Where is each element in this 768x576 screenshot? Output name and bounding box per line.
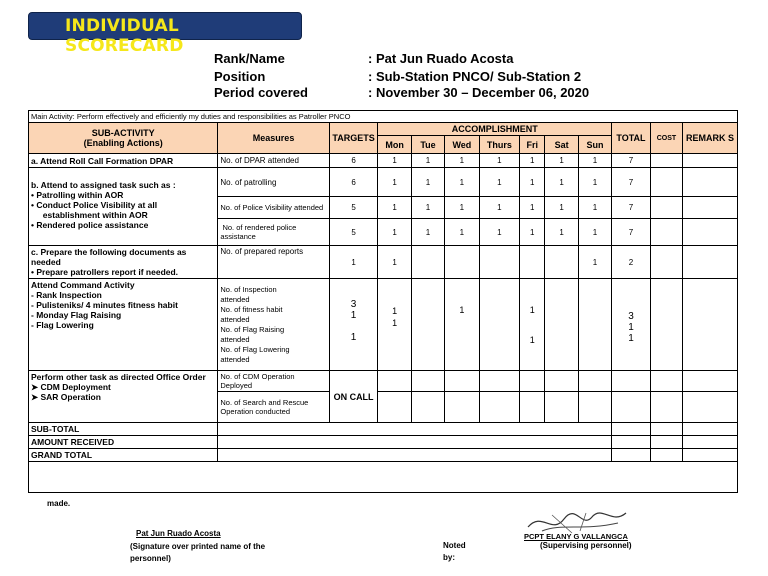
cell: [683, 449, 738, 462]
banner-title: INDIVIDUAL SCORECARD: [65, 16, 184, 56]
subtotal-label: SUB-TOTAL: [29, 423, 218, 436]
cell: [683, 219, 738, 246]
cell: [612, 436, 650, 449]
cell: 1: [479, 197, 520, 219]
table-row: [29, 279, 738, 371]
cell: 1: [378, 154, 411, 168]
rank-label: Rank/Name: [214, 51, 285, 66]
cell: [378, 371, 411, 392]
header-day: Sun: [578, 136, 611, 154]
row-a-target: 6: [329, 154, 378, 168]
row-e-target: ON CALL: [329, 371, 378, 423]
row-c-item: • Prepare patrollers report if needed.: [31, 267, 179, 277]
cell: [612, 449, 650, 462]
table-row: [29, 436, 738, 449]
main-activity: Main Activity: Perform effectively and efficiently my duties and responsibilities as Patroller PNCO: [29, 111, 738, 123]
cell: [445, 246, 479, 279]
row-b-label: [29, 168, 218, 246]
supervisor-caption: (Supervising personnel): [540, 541, 632, 550]
cell: [578, 279, 611, 371]
cell: [650, 219, 682, 246]
cell: [479, 392, 520, 423]
table-row: [29, 154, 738, 168]
cell: [650, 154, 682, 168]
row-b-title: b. Attend to assigned task such as :: [31, 180, 176, 190]
cell: [545, 392, 578, 423]
row-c-target: 1: [329, 246, 378, 279]
row-a-label: a. Attend Roll Call Formation DPAR: [29, 154, 218, 168]
row-d-target: 1: [350, 332, 357, 343]
row-d-measure: attended: [220, 314, 250, 324]
row-b3-target: 5: [329, 219, 378, 246]
row-d-total: 1: [628, 322, 634, 333]
table-row: [29, 168, 738, 197]
row-b1-total: 7: [612, 168, 650, 197]
table-row: [29, 246, 738, 279]
personnel-caption-1: (Signature over printed name of the: [130, 542, 266, 551]
cell: [520, 371, 545, 392]
amount-received-label: AMOUNT RECEIVED: [29, 436, 218, 449]
cell: [650, 423, 682, 436]
cell: [445, 392, 479, 423]
personnel-caption-2: personnel): [130, 554, 171, 563]
cell: [479, 246, 520, 279]
row-d-target: 3: [350, 299, 357, 310]
row-d-item: - Monday Flag Raising: [31, 310, 122, 320]
row-d-measure: attended: [220, 294, 250, 304]
cell: 1: [578, 154, 611, 168]
row-b1-target: 6: [329, 168, 378, 197]
cell: 1: [578, 168, 611, 197]
row-c-total: 2: [612, 246, 650, 279]
cell: 1: [545, 154, 578, 168]
row-e2-measure: No. of Search and Rescue Operation conducted: [218, 392, 329, 423]
cell: 1: [520, 197, 545, 219]
row-c-title: c. Prepare the following documents as needed: [31, 247, 187, 267]
cell: [218, 436, 612, 449]
header-day: Wed: [445, 136, 479, 154]
cell: 1: [378, 219, 411, 246]
cell: [650, 168, 682, 197]
cell: 1: [479, 219, 520, 246]
cell: 1: [411, 154, 444, 168]
row-b3-total: 7: [612, 219, 650, 246]
header-total: TOTAL: [612, 123, 650, 154]
row-d-measure: No. of Flag Lowering: [220, 344, 290, 354]
cell: [578, 371, 611, 392]
position-label: Position: [214, 69, 266, 84]
row-e-title: Perform other task as directed Office Order: [31, 372, 206, 382]
row-d-title: Attend Command Activity: [31, 280, 135, 290]
cell: [578, 392, 611, 423]
table-row: [29, 462, 738, 493]
row-b3-measure: No. of rendered police assistance: [218, 219, 329, 246]
cell: [411, 371, 444, 392]
header-cost: COST: [650, 123, 682, 154]
row-d-item: - Flag Lowering: [31, 320, 94, 330]
cell: [650, 392, 682, 423]
cell: [411, 392, 444, 423]
header-sub-activity-label: SUB-ACTIVITY: [91, 128, 155, 138]
cell: 1: [479, 168, 520, 197]
header-targets: TARGETS: [329, 123, 378, 154]
header-day: Mon: [378, 136, 411, 154]
cell: [683, 168, 738, 197]
scorecard-table-wrap: [28, 110, 738, 493]
cell: 1: [392, 306, 398, 316]
row-d-totals: [612, 279, 650, 371]
row-b1-measure: No. of patrolling: [218, 168, 329, 197]
row-e-label: [29, 371, 218, 423]
cell: [545, 279, 578, 371]
cell: [650, 246, 682, 279]
cell: 1: [529, 305, 535, 315]
cell: [479, 371, 520, 392]
header-enabling-label: (Enabling Actions): [83, 138, 163, 148]
cell: 1: [545, 197, 578, 219]
cell: [650, 436, 682, 449]
cell: [650, 371, 682, 392]
cell: 1: [545, 168, 578, 197]
cell: [683, 197, 738, 219]
period-label: Period covered: [214, 85, 308, 100]
row-e-item: ➤ SAR Operation: [31, 392, 101, 402]
grand-total-label: GRAND TOTAL: [29, 449, 218, 462]
cell: 1: [545, 219, 578, 246]
cell: 1: [520, 219, 545, 246]
personnel-name: Pat Jun Ruado Acosta: [136, 529, 221, 538]
cell: [650, 197, 682, 219]
cell: 1: [378, 197, 411, 219]
row-a-total: 7: [612, 154, 650, 168]
row-b-item: establishment within AOR: [31, 210, 148, 220]
noted-label-2: by:: [443, 553, 455, 562]
cell: 1: [445, 154, 479, 168]
cell: [683, 154, 738, 168]
row-d-total: 1: [628, 333, 634, 344]
row-d-measure: attended: [220, 334, 250, 344]
cell: [612, 423, 650, 436]
cell: [683, 423, 738, 436]
row-b2-total: 7: [612, 197, 650, 219]
cell: [683, 246, 738, 279]
row-b-item: • Patrolling within AOR: [31, 190, 124, 200]
cell: [520, 246, 545, 279]
supervisor-name: PCPT ELANY G VALLANGCA: [524, 532, 628, 541]
cell: 1: [411, 168, 444, 197]
cell: 1: [392, 318, 398, 328]
cell: [683, 371, 738, 392]
row-d-measure: No. of Inspection: [220, 284, 277, 294]
row-d-measure: attended: [220, 354, 250, 364]
row-e1-measure: No. of CDM Operation Deployed: [218, 371, 329, 392]
noted-label-1: Noted: [443, 541, 466, 550]
cell: 1: [520, 154, 545, 168]
cell: [612, 392, 650, 423]
cell: 1: [378, 246, 411, 279]
cell: [545, 246, 578, 279]
cell: 1: [411, 197, 444, 219]
table-row: [29, 371, 738, 392]
cell: [520, 392, 545, 423]
blank-row: [29, 462, 738, 493]
cell: [545, 371, 578, 392]
header-day: Fri: [520, 136, 545, 154]
cell: 1: [529, 335, 535, 345]
cell: [683, 436, 738, 449]
header-day: Tue: [411, 136, 444, 154]
row-d-item: - Pulisteniks/ 4 minutes fitness habit: [31, 300, 178, 310]
row-d-targets: [329, 279, 378, 371]
cell: 1: [479, 154, 520, 168]
header-measures: Measures: [218, 123, 329, 154]
cell: [683, 392, 738, 423]
row-d-label: [29, 279, 218, 371]
row-d-wed: 1: [445, 279, 479, 371]
position-value: : Sub-Station PNCO/ Sub-Station 2: [368, 69, 582, 84]
cell: [411, 279, 444, 371]
cell: 1: [578, 246, 611, 279]
header-day: Sat: [545, 136, 578, 154]
made-text: made.: [47, 499, 71, 508]
row-d-measure: No. of fitness habit: [220, 304, 283, 314]
table-row: [29, 423, 738, 436]
row-d-mon: [378, 279, 411, 371]
row-d-measures: [218, 279, 329, 371]
row-c-measure: No. of prepared reports: [218, 246, 329, 279]
scorecard-banner: [28, 12, 302, 56]
cell: [479, 279, 520, 371]
row-d-target: 1: [350, 310, 357, 321]
row-b2-measure: No. of Police Visibility attended: [218, 197, 329, 219]
cell: [378, 392, 411, 423]
period-value: : November 30 – December 06, 2020: [368, 85, 590, 100]
scorecard-table: [28, 110, 738, 493]
row-d-fri: [520, 279, 545, 371]
cell: 1: [445, 219, 479, 246]
row-c-label: [29, 246, 218, 279]
header-remarks: REMARK S: [683, 123, 738, 154]
cell: 1: [411, 219, 444, 246]
cell: 1: [520, 168, 545, 197]
cell: 1: [578, 197, 611, 219]
header-accomplishment: ACCOMPLISHMENT: [378, 123, 612, 136]
row-d-measure: No. of Flag Raising: [220, 324, 285, 334]
row-b-item: • Conduct Police Visibility at all: [31, 200, 158, 210]
cell: [411, 246, 444, 279]
cell: 1: [378, 168, 411, 197]
cell: [218, 423, 612, 436]
cell: [683, 279, 738, 371]
cell: 1: [445, 197, 479, 219]
row-d-total: 3: [628, 311, 634, 322]
rank-value: : Pat Jun Ruado Acosta: [368, 51, 514, 66]
cell: [650, 279, 682, 371]
row-e-item: ➤ CDM Deployment: [31, 382, 111, 392]
header-sub-activity: [29, 123, 218, 154]
cell: 1: [578, 219, 611, 246]
cell: [218, 449, 612, 462]
cell: 1: [445, 168, 479, 197]
row-b-item: • Rendered police assistance: [31, 220, 149, 230]
table-row: [29, 449, 738, 462]
row-d-item: - Rank Inspection: [31, 290, 102, 300]
cell: [650, 449, 682, 462]
header-day: Thurs: [479, 136, 520, 154]
cell: [445, 371, 479, 392]
row-a-measure: No. of DPAR attended: [218, 154, 329, 168]
row-b2-target: 5: [329, 197, 378, 219]
cell: [612, 371, 650, 392]
